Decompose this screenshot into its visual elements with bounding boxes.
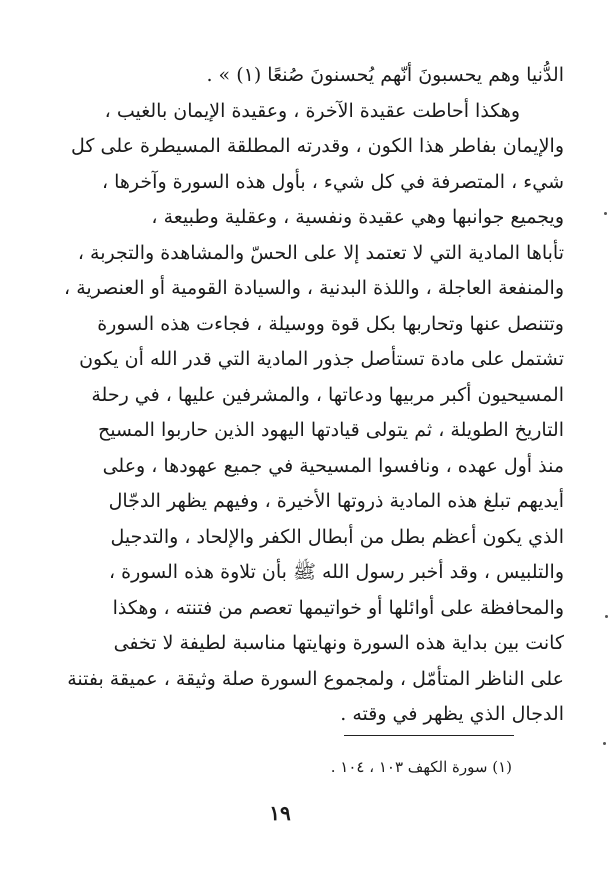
scan-speck	[603, 742, 606, 745]
text-line: والمحافظة على أوائلها أو خواتيمها تعصم من فتنته ، وهكذا	[112, 596, 564, 619]
text-line: منذ أول عهده ، ونافسوا المسيحية في جميع عهودها ، وعلى	[102, 454, 564, 477]
text-line: المسيحيون أكبر مربيها ودعاتها ، والمشرفين عليها ، في رحلة	[91, 383, 564, 406]
text-line: شيء ، المتصرفة في كل شيء ، بأول هذه السورة وآخرها ،	[101, 170, 564, 193]
text-line: على الناظر المتأمّل ، ولمجموع السورة صلة وثيقة ، عميقة بفتنة	[67, 667, 564, 690]
body-text	[44, 58, 564, 733]
text-line: ويجميع جوانبها وهي عقيدة ونفسية ، وعقلية وطبيعة ،	[151, 206, 564, 228]
text-line: والمنفعة العاجلة ، واللذة البدنية ، والسيادة القومية أو العنصرية ،	[64, 277, 564, 299]
scan-speck	[604, 212, 607, 215]
scan-speck	[605, 615, 608, 618]
text-line: أيديهم تبلغ هذه المادية ذروتها الأخيرة ، وفيهم يظهر الدجّال	[108, 490, 564, 512]
text-line: والتلبيس ، وقد أخبر رسول الله ﷺ بأن تلاوة هذه السورة ،	[108, 561, 564, 583]
text-line: تأباها المادية التي لا تعتمد إلا على الحسّ والمشاهدة والتجربة ،	[77, 241, 564, 264]
footnote: (١) سورة الكهف ١٠٣ ، ١٠٤ .	[330, 758, 512, 776]
text-line: وتتنصل عنها وتحاربها بكل قوة ووسيلة ، فجاءت هذه السورة	[97, 312, 564, 335]
text-line: الدُّنيا وهم يحسبونَ أنّهم يُحسنونَ صُنعًا (١) » .	[206, 64, 564, 86]
text-line: الدجال الذي يظهر في وقته .	[340, 703, 564, 725]
text-line: التاريخ الطويلة ، ثم يتولى قيادتها اليهود الذين حاربوا المسيح	[97, 419, 564, 441]
page-number: ١٩	[269, 801, 291, 825]
footnote-divider	[344, 735, 514, 736]
text-line: كانت بين بداية هذه السورة ونهايتها مناسبة لطيفة لا تخفى	[113, 632, 564, 654]
text-line: الذي يكون أعظم بطل من أبطال الكفر والإلحاد ، والتدجيل	[110, 525, 564, 548]
text-line: والإيمان بفاطر هذا الكون ، وقدرته المطلقة المسيطرة على كل	[71, 135, 564, 157]
text-line: تشتمل على مادة تستأصل جذور المادية التي قدر الله أن يكون	[79, 348, 564, 370]
text-line: وهكذا أحاطت عقيدة الآخرة ، وعقيدة الإيمان بالغيب ،	[104, 99, 520, 122]
